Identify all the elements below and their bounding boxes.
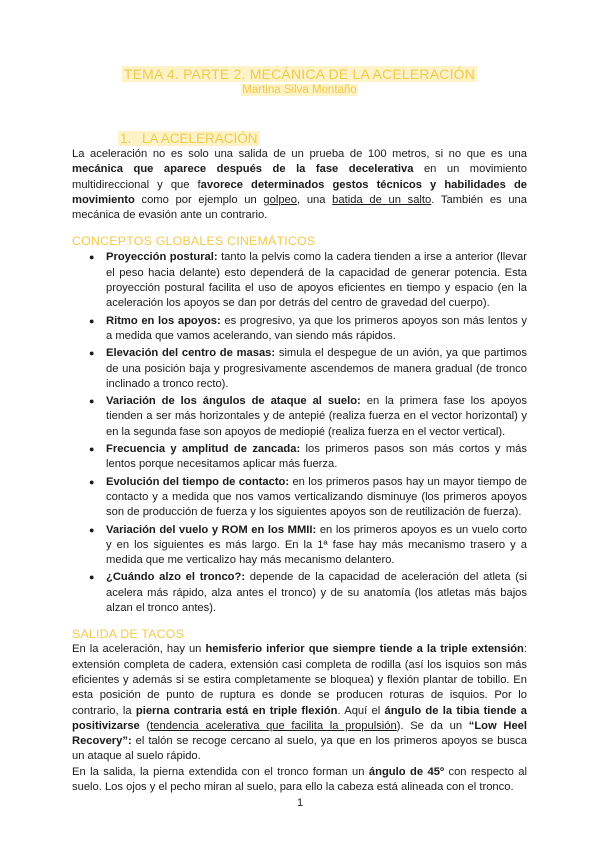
list-item: ● Evolución del tiempo de contacto: en los primeros pasos hay un mayor tiempo de contacto y a medida que nos vamos verticalizando disminuye (los primeros apoyos son de producción de fuerza y los siguientes apoyos son de reutilización de fuerza). <box>89 475 527 519</box>
subheading-conceptos: CONCEPTOS GLOBALES CINEMÁTICOS <box>72 234 316 249</box>
subheading-salida: SALIDA DE TACOS <box>72 627 185 642</box>
list-item: ● Variación de los ángulos de ataque al suelo: en la primera fase los apoyos tienden a ser más horizontales y de antepié (realiza fuerza en el vector horizontal) y en la segunda fase son apoyos de mediopié (realiza fuerza en el vector vertical). <box>89 395 527 438</box>
link-batida: batida de un salto <box>332 193 432 206</box>
salida-paragraph-2: En la salida, la pierna extendida con el tronco forman un ángulo de 45º con respecto al suelo. Los ojos y el pecho miran al suelo, para ello la cabeza está alineada con el tronco. <box>72 765 527 793</box>
salida-paragraph-1: En la aceleración, hay un hemisferio inferior que siempre tiende a la triple extensión: extensión completa de cadera, extensión casi completa de rodilla (así los isquios son más eficientes y además si se estira completamente se bloquea) y flexión plantar de tobillo. En esta posición de punto de ruptura es donde se producen roturas de isquios. Por lo contrario, la pierna contraria está en triple flexión. Aquí el ángulo de la tibia tiende a positivizarse (tendencia acelerativa que facilita la propulsión). Se da un “Low Heel Recovery”: el talón se recoge cercano al suelo, ya que en los primeros apoyos se busca un ataque al suelo rápido. <box>72 643 528 763</box>
list-item: ● Elevación del centro de masas: simula el despegue de un avión, ya que partimos de una posición baja y progresivamente ascendemos de manera gradual (de tronco inclinado a tronco recto). <box>89 347 527 390</box>
list-item: ● Ritmo en los apoyos: es progresivo, ya que los primeros apoyos son más lentos y a medida que vamos acelerando, van siendo más rápidos. <box>89 314 527 342</box>
section-number: 1. <box>120 131 132 146</box>
document-page <box>72 66 527 795</box>
list-item: ● Proyección postural: tanto la pelvis como la cadera tienden a irse a anterior (llevar el peso hacia delante) esto dependerá de la capacidad de generar potencia. Esta proyección postural facilita el uso de apoyos eficientes en tiempo y espacio (en la aceleración los apoyos se dan por detrás del centro de gravedad del cuerpo). <box>89 251 527 310</box>
intro-paragraph: La aceleración no es solo una salida de un prueba de 100 metros, si no que es una mecánica que aparece después de la fase decelerativa en un movimiento multidireccional y que favorece determinados gestos técnicos y habilidades de movimiento como por ejemplo un golpeo, una batida de un salto. También es una mecánica de evasión ante un contrario. <box>72 148 527 222</box>
page-number: 1 <box>296 797 304 809</box>
document-author: Martina Silva Montaño <box>242 84 357 96</box>
list-item: ● Variación del vuelo y ROM en los MMII: en los primeros apoyos es un vuelo corto y en los siguientes es más largo. En la 1ª fase hay más mecanismo trasero y a medida que me verticalizo hay más mecanismo delantero. <box>89 523 528 567</box>
list-item: ● ¿Cuándo alzo el tronco?: depende de la capacidad de aceleración del atleta (si acelera más rápido, alza antes el tronco) y de su anatomía (los atletas más bajos alzan el tronco antes). <box>89 571 527 615</box>
list-item: ● Frecuencia y amplitud de zancada: los primeros pasos son más cortos y más lentos porque necesitamos aplicar más fuerza. <box>89 443 527 471</box>
link-golpeo: golpeo <box>263 193 298 206</box>
section-heading-aceleracion <box>72 131 527 147</box>
section-heading-text: LA ACELERACIÓN <box>142 131 258 146</box>
conceptos-list <box>72 250 527 616</box>
document-title: TEMA 4. PARTE 2. MECÁNICA DE LA ACELERACIÓN <box>123 66 476 82</box>
